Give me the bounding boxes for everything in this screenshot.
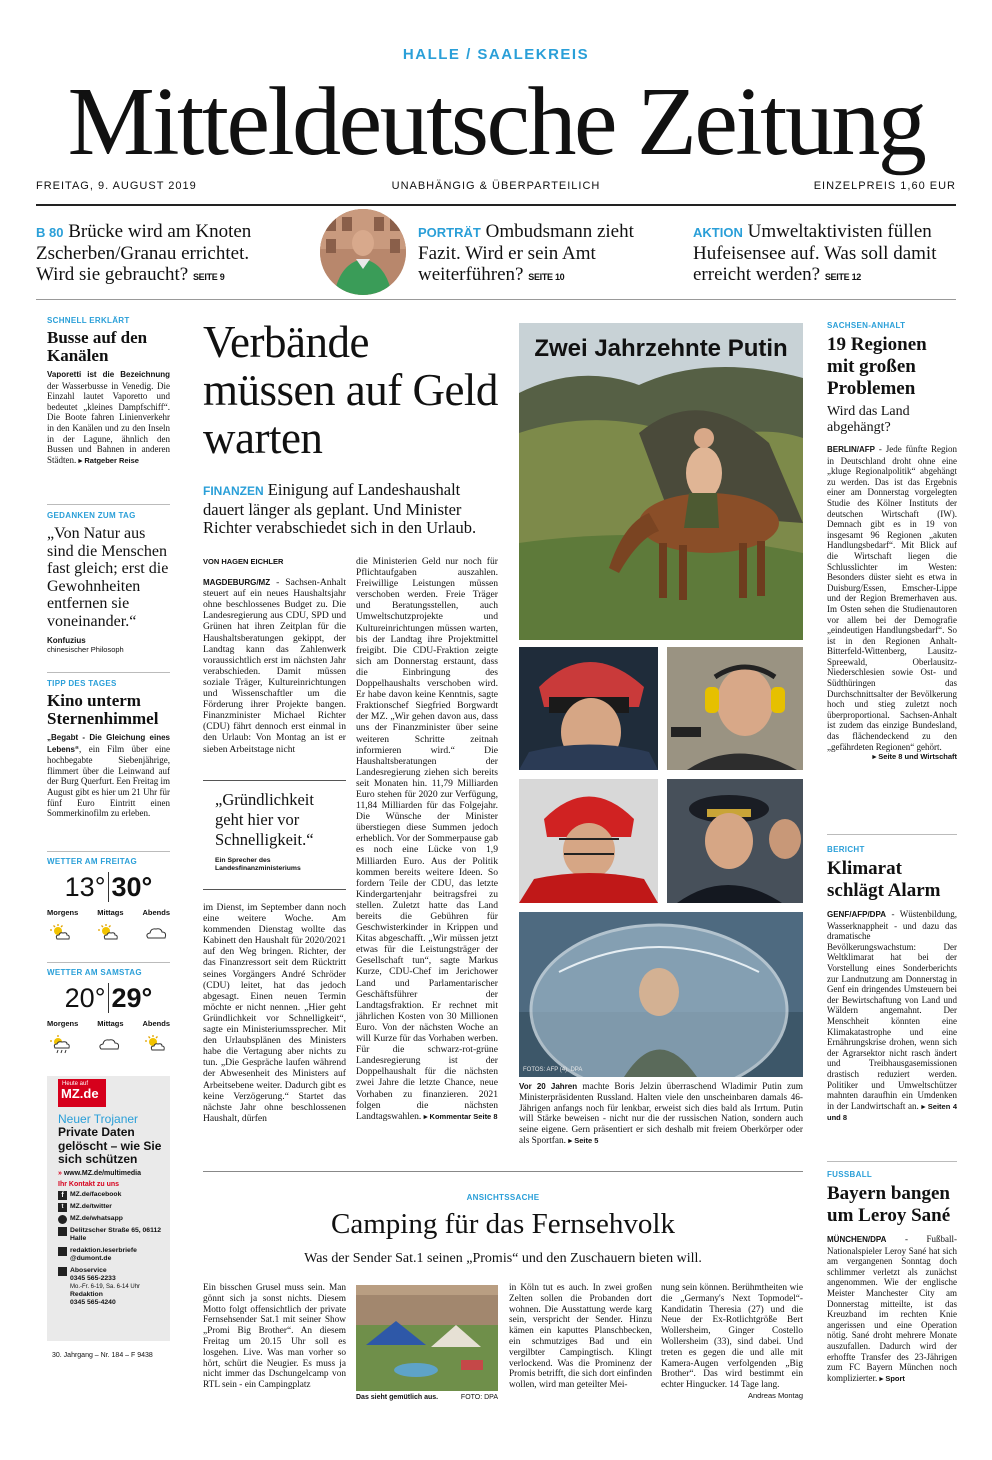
putin-gun-photo: [667, 647, 803, 770]
motto: UNABHÄNGIG & ÜBERPARTEILICH: [391, 180, 601, 192]
putin-hockey-photo: [519, 779, 658, 903]
issue-date: FREITAG, 9. AUGUST 2019: [36, 180, 197, 192]
teaser-b80[interactable]: B 80 Brücke wird am Knoten Zscherben/Granau errichtet. Wird sie gebraucht? SEITE 9: [36, 221, 252, 285]
price: EINZELPREIS 1,60 EUR: [813, 180, 956, 192]
camping-kicker: ANSICHTSSACHE: [466, 1193, 540, 1202]
multimedia-link[interactable]: » www.MZ.de/multimedia: [58, 1169, 141, 1177]
newspaper-title: Mitteldeutsche Zeitung: [67, 68, 925, 176]
lead-column-1b: im Dienst, im September dann noch eine weitere Woche. Am kommenden Dienstag wollte das Kabinett den Haushalt für 2020/2021 auf den Weg bringen. Richter, der das Finanzressort seit dem Rücktritt seines Vorgängers André Schröder (CDU) leitet, hat das jedoch abgesagt. Einen neuen Termin möchte er nicht nennen. „Hier geht Gründlichkeit vor Schnelligkeit“, sagte ein Ministeriumssprecher. Mit den Urlaubsplänen des Ministers habe die Vertagung aber nichts zu tun. „Die Gespräche laufen während der Abwesenheit des Ministers auf Arbeitsebene weiter. Dadurch gibt es keine Verzögerung.“ Startet das nächste Jahr ohne beschlossenen Haushalt, dürfen: [203, 902, 346, 1124]
pull-quote: „Gründlichkeit geht hier vor Schnelligkeit.“ Ein Sprecher des Landesfinanzministeriums: [203, 780, 346, 890]
weather-saturday: WETTER AM SAMSTAG 20° 29° Morgens Mittags Abends: [47, 968, 170, 1054]
teaser-portraet[interactable]: PORTRÄT Ombudsmann zieht Fazit. Wird er sein Amt weiterführen? SEITE 10: [418, 221, 634, 285]
teaser-rule: [36, 299, 956, 300]
schnell-erklaert: SCHNELL ERKLÄRT Busse auf den Kanälen Vaporetti ist die Bezeichnung der Wasserbusse in Venedig. Die Einzahl lautet Vaporetto und bedeutet „kleines Dampfschiff“. Die Boote fahren Linienverkehr in den Kanälen und zu den Inseln in der Lagune, ähnlich den Bussen und Bahnen in anderen Städten. ▸ Ratgeber Reise: [47, 316, 170, 465]
phone-icon: [58, 1267, 67, 1276]
weather-friday: WETTER AM FREITAG 13° 30° Morgens Mittags Abends: [47, 857, 170, 941]
schnell-title: Busse auf den Kanälen: [47, 328, 148, 365]
temp-high: 29°: [108, 983, 153, 1013]
putin-navy-photo: [667, 779, 803, 903]
sun-cloud-icon: [49, 923, 73, 941]
lead-column-1: VON HAGEN EICHLER MAGDEBURG/MZ - Sachsen-Anhalt steuert auf ein neues Haushaltsjahr ohne beschlossenes Budget zu. Die Landesregierung aus CDU, SPD und Grünen hat ihren Zeitplan für die Haushaltsberatungen gekippt, der Landtag kann das Zahlenwerk voraussichtlich erst im nächsten Jahr verabschieden. Damit müssen soziale Träger, Kultureinrichtungen und Wissenschaftler um die Förderung ihrer Projekte bangen. Finanzminister Michael Richter (CDU) fährt dennoch erst einmal in den Urlaub: Von Montag an ist er sieben Arbeitstage nicht: [203, 557, 346, 755]
putin-caption: Vor 20 Jahren machte Boris Jelzin überraschend Wladimir Putin zum Ministerpräsidenten Russland. Halten viele den unscheinbaren damals 46-Jährigen anfangs noch für lenkbar, erweist sich dies bald als Irrtum. Putin will Stärke beweisen - nicht nur die der russischen Nation, sondern auch seine eigene. Gern präsentiert er sich deshalb mit freiem Oberkörper oder als Sportfan. ▸ Seite 5: [519, 1082, 803, 1146]
sachsen-anhalt-story: SACHSEN-ANHALT 19 Regionen mit großen Problemen Wird das Land abgehängt? BERLIN/AFP - Jede fünfte Region in Deutschland droht ohne eine „kluge Regionalpolitik“ abgehängt zu werden. Das ist das Ergebnis einer am Donnerstag vorgelegten Studie des Kölner Instituts der deutschen Wirtschaft (IW). Demnach gibt es in 19 von insgesamt 96 Regionen „akuten Handlungsbedarf“. Mit Blick auf die Wirtschaft liegen die Schlusslichter im Westen: Besonders düster sieht es etwa in Duisburg/Essen, Emscher-Lippe und der Region Bremerhaven aus. Im Osten sehen die Studienautoren vor allem bei der Demografie „eindeutigen Handlungsbedarf“. So ist in den Regionen Anhalt-Bitterfeld-Wittenberg, Lausitz-Spreewald, Oberlausitz-Niederschlesien sowie Ost- und Südthüringen das Durchschnittsalter der Bevölkerung hoch und stieg zuletzt noch überproportional. Sachsen-Anhalt ist zudem das einzige Bundesland, das flächendeckend zu den „gefährdeten Regionen“ gehört. ▸ Seite 8 und Wirtschaft: [827, 321, 957, 762]
temp-low: 13°: [64, 872, 106, 902]
camping-photo-caption: Das sieht gemütlich aus. FOTO: DPA: [356, 1394, 498, 1401]
mz-promo-box: Heute auf MZ.de Neuer Trojaner Private Daten gelöscht – wie Sie sich schützen » www.MZ.de/multimedia Ihr Kontakt zu uns f MZ.de/facebook t MZ.de/twitter MZ.de/whatsapp Delitzscher Straße 65, 06112 Halle redaktion.leserbriefe @dumont.de Aboservice 0345 565-2233 Mo.-Fr. 6-19, Sa. 6-14 Uhr Redaktion 0345 565-4240: [47, 1076, 170, 1341]
camping-column-1: Ein bisschen Grusel muss sein. Man gönnt sich ja sonst nichts. Diesem Motto folgt offensichtlich der private Fernsehsender Sat.1 mit seiner Show „Promi Big Brother“. An diesem Freitag um 20.15 Uhr soll es losgehen. Live. Was man vorher so hört, schürt die Neugier. Es muss ja nicht immer das Dschungelcamp von RTL sein - ein Campingplatz: [203, 1283, 346, 1391]
klimarat-story: BERICHT Klimarat schlägt Alarm GENF/AFP/DPA - Wüstenbildung, Wasserknappheit - und dazu das dramatische Bevölkerungswachstum: Der Weltklimarat hat bei der Vorstellung eines Sonderberichts zur Landnutzung am Donnerstag in Genf ein dringendes Umsteuern bei der Bewirtschaftung von Land und Wäldern angemahnt. Der Menschheit könnten eine Klimakatastrophe und eine Ernährungskrise drohen, wenn sich der Agrarsektor nicht rasch ändert und Treibhausgasemissionen drastisch reduziert werden. Politiker und Umweltschützer mahnten daraufhin ein Umdenken in der Landwirtschaft an. ▸ Seiten 4 und 8: [827, 845, 958, 1123]
temp-high: 30°: [108, 872, 153, 902]
camping-headline: Camping für das Fernsehvolk: [331, 1208, 675, 1240]
facebook-icon: f: [58, 1191, 67, 1200]
fussball-story: FUSSBALL Bayern bangen um Leroy Sané MÜNCHEN/DPA - Fußball-Nationalspieler Leroy Sané hat sich am vergangenen Sonntag doch schlimmer verletzt als zunächst angenommen. Wie der englische Meister Manchester City am Donnerstag mitteilte, ist das Kreuzband im rechten Knie angerissen und eine Operation nötig. Sané droht mehrere Monate auszufallen. Dadurch wird der erhoffte Transfer des 23-Jährigen zum FC Bayern München noch komplizierter. ▸ Sport: [827, 1170, 957, 1383]
gedanken-zum-tag: GEDANKEN ZUM TAG „Von Natur aus sind die Menschen fast gleich; erst die Gewohnheiten entfernen sie voneinander.“ Konfuzius chinesischer Philosoph: [47, 511, 169, 654]
whatsapp-contact[interactable]: MZ.de/whatsapp: [58, 1215, 166, 1224]
cloud-icon: [144, 923, 168, 941]
email-contact[interactable]: redaktion.leserbriefe @dumont.de: [58, 1247, 166, 1264]
whatsapp-icon: [58, 1215, 67, 1224]
camping-subheadline: Was der Sender Sat.1 seinen „Promis“ und den Zuschauern bieten will.: [304, 1251, 702, 1266]
issue-footer: 30. Jahrgang – Nr. 184 – F 9438: [52, 1352, 153, 1359]
putin-helmet-photo: [519, 647, 658, 770]
twitter-contact[interactable]: t MZ.de/twitter: [58, 1203, 166, 1212]
portrait-photo: [320, 209, 406, 295]
mz-logo[interactable]: Heute auf MZ.de: [58, 1079, 106, 1107]
rain-cloud-icon: [49, 1034, 73, 1054]
masthead-rule: [36, 204, 956, 206]
cloud-icon: [97, 1034, 121, 1052]
mail-icon: [58, 1247, 67, 1256]
putin-submarine-photo: [519, 912, 803, 1077]
putin-photo-title: Zwei Jahrzehnte Putin: [534, 335, 788, 362]
teaser-aktion[interactable]: AKTION Umweltaktivisten füllen Hufeisensee auf. Was soll damit erreicht werden? SEITE 12: [693, 221, 937, 285]
putin-horse-photo: [519, 323, 803, 640]
sun-cloud-icon: [144, 1034, 168, 1052]
camping-column-3: in Köln tut es auch. In zwei großen Zelten sollen die Probanden dort wohnen. Die Ausstattung werde karg sein, verspricht der Sender. Hinzu kämen ein kaputtes Planschbecken, ein schmutziges Bad und ein vergilbter Campingtisch. Klingt verlockend. Was die Prominenz der Promis betrifft, die sich dort einfinden wollen, wird man geteilter Mei-: [509, 1283, 652, 1391]
location-icon: [58, 1227, 67, 1236]
temp-low: 20°: [64, 983, 106, 1013]
quote: „Von Natur aus sind die Menschen fast gleich; erst die Gewohnheiten entfernen sie voneinander.“: [47, 525, 169, 630]
address: Delitzscher Straße 65, 06112 Halle: [58, 1227, 166, 1244]
lead-column-2: die Ministerien Geld nur noch für Pflichtaufgaben auszahlen. Freiwillige Leistungen müssen verschoben werden. Freie Träger und Beratungsstellen, auch Umweltschutzprojekte und Kultureinrichtungen müssen warten, bis der Landtag ihre Projektmittel freigibt. Die CDU-Fraktion zeigte sich am Donnerstag erstaunt, dass die Einbringung des Doppelhaushalts verschoben wird. Er habe davon keine Kenntnis, sagte Fraktionschef Siegfried Borgwardt der MZ. „Wir gehen davon aus, dass uns der Finanzminister über seine weiteren Schritte zeitnah informieren wird.“ Die Haushaltsberatungen der Landesregierung ziehen sich bereits seit Monaten hin. 11,79 Milliarden Euro stehen für 2020 zur Verfügung, 11,84 Milliarden für das Folgejahr. Die Wünsche der Minister überstiegen diese Summen jedoch erheblich. Vor der Sommerpause gab es noch eine Lücke von 1,9 Milliarden Euro. Aus der Politik kommen bereits weitere Ideen. So fordern Teile der CDU, das letzte Kindergartenjahr beitragsfrei zu stellen. Zuletzt hatte das Land bereits die Gebühren für Geschwisterkinder in Krippen und Kitas abgeschafft. „Wir müssen jetzt etwas für die Leistungsträger der Gesellschaft tun“, sagte Markus Kurze, CDU-Chef im Jerichower Land und Parlamentarischer Geschäftsführer der Landtagsfraktion. Er rechnet mit jährlichen Kosten von 30 Millionen Euro. Von der nächsten Woche an will Kurze für das Vorhaben werben. Für die schwarz-rot-grüne Landesregierung ist der Doppelhaushalt für die nächsten zwei Jahre die letzte Chance, neue Vorhaben zu finanzieren. 2021 folgen die nächsten Landtagswahlen. ▸ Kommentar Seite 8: [356, 556, 498, 1122]
lead-headline: Verbände müssen auf Geld warten: [203, 317, 498, 463]
photo-credit: FOTOS: AFP (4), DPA: [523, 1067, 583, 1073]
twitter-icon: t: [58, 1203, 67, 1212]
camping-photo: [356, 1285, 498, 1391]
sun-cloud-icon: [97, 923, 121, 941]
facebook-contact[interactable]: f MZ.de/facebook: [58, 1191, 166, 1200]
region-label: HALLE / SAALEKREIS: [402, 46, 590, 63]
lead-subheadline: FINANZEN Einigung auf Landeshaushalt dauert länger als geplant. Und Minister Richter verabschiedet sich in den Urlaub.: [203, 480, 477, 537]
camping-column-4: nung sein können. Berühmtheiten wie die „Germany's Next Topmodel“-Kandidatin Theresia (27) und die Neue der Ex-Rotlichtgröße Bert Wollersheim, Ginger Costello Wollersheim (33), sind dabei. Und treten es gegen die und alle mit Kamera-Augen verfolgenden „Big Brother“. Das wird bestimmt ein echter Hingucker. 14 Tage lang. Andreas Montag: [661, 1283, 803, 1400]
tipp-des-tages: TIPP DES TAGES Kino unterm Sternenhimmel „Begabt - Die Gleichung eines Lebens“, ein Film über eine hochbegabte Siebenjährige, flimmert über die Leinwand auf der Burg Querfurt. Een Freitag im August gibt es hier um 21 Uhr für fünf Euro Eintritt einen Sommerkinofilm zu erleben.: [47, 679, 170, 819]
